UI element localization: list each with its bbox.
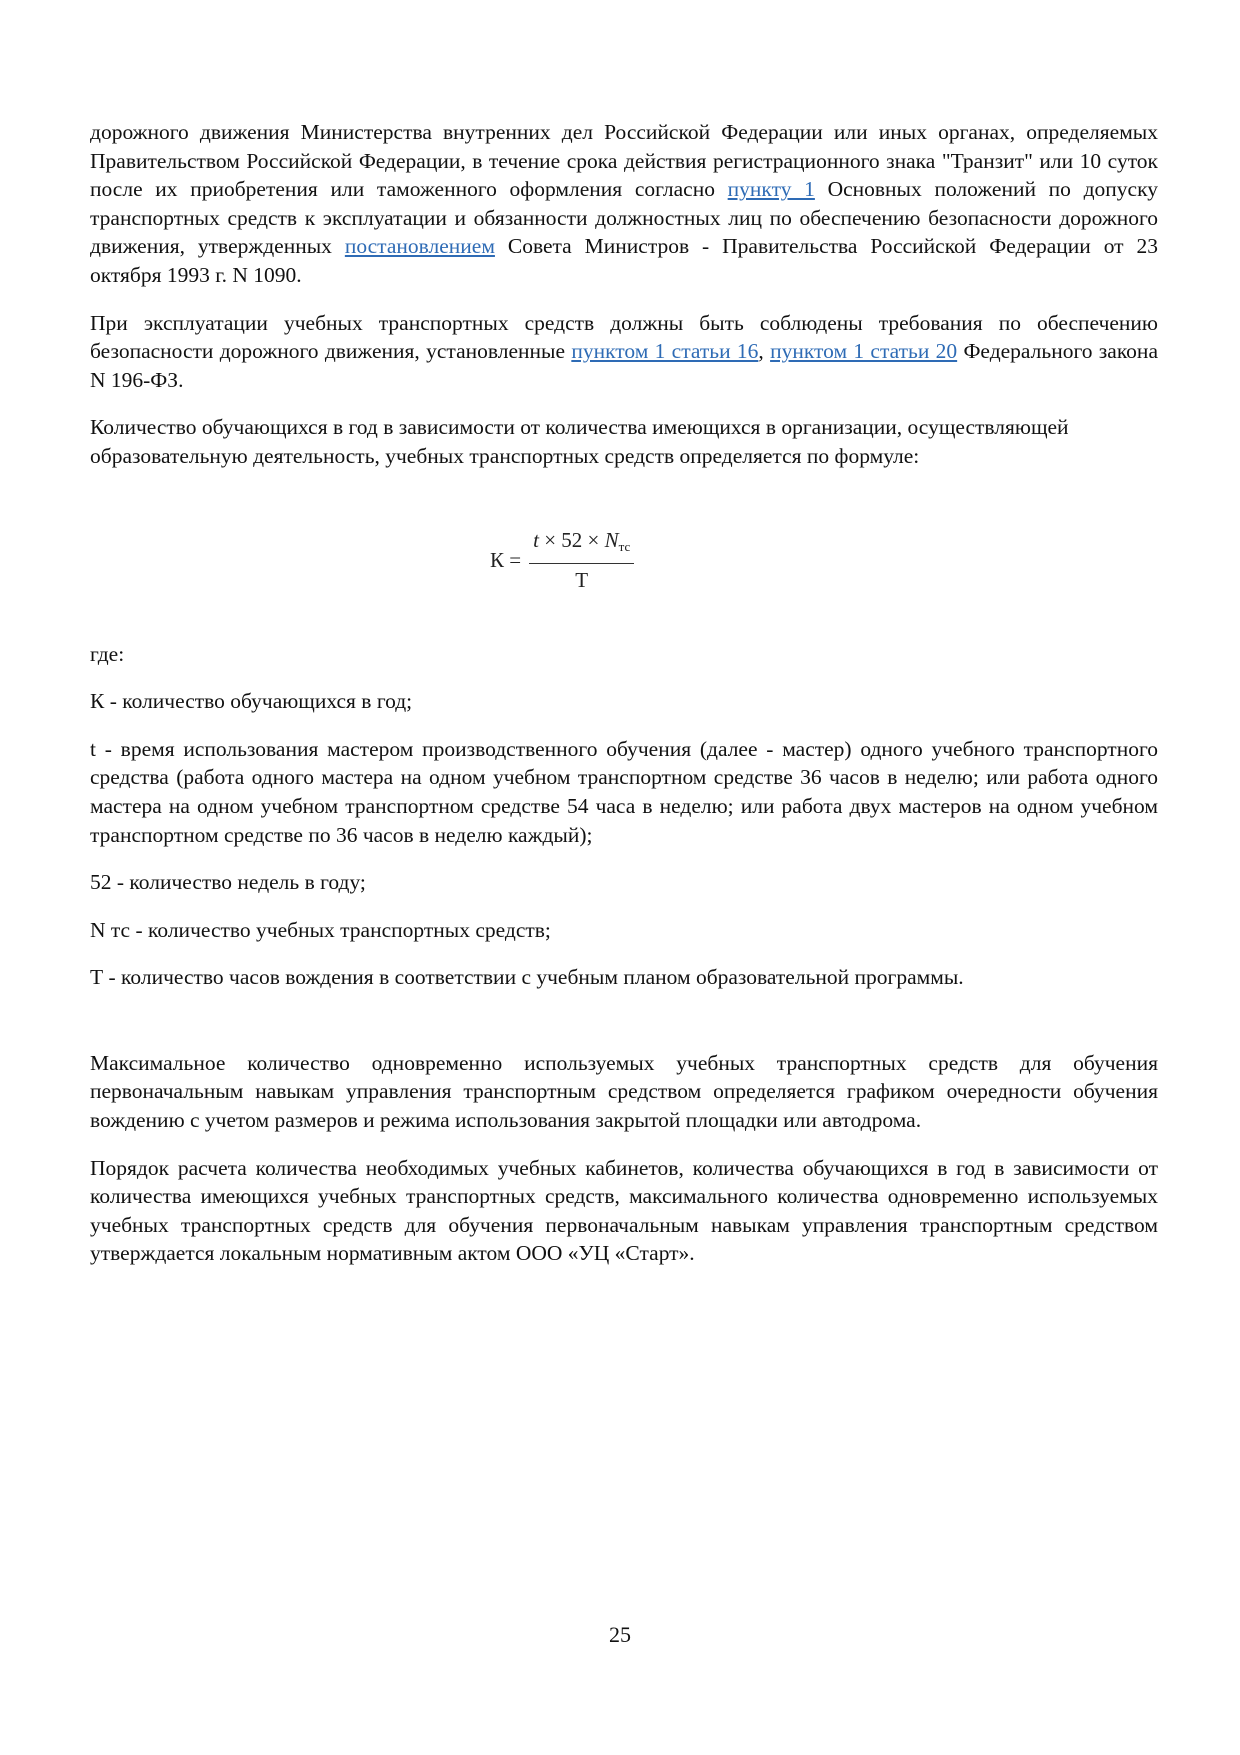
formula [490,526,634,595]
definition-52: 52 - количество недель в году; [90,870,366,895]
link-article-16[interactable]: пунктом 1 статьи 16 [571,339,759,364]
link-punkt-1[interactable]: пункту 1 [727,177,815,202]
paragraph-calculation-order: Порядок расчета количества необходимых учебных кабинетов, количества обучающихся в год в зависимости от количества имеющихся учебных транспортных средств, максимального количества одновременно используемых учебных транспортных средств для обучения первоначальным навыкам управления транспортным средством утверждается локальным нормативным актом ООО «УЦ «Старт». [90,1155,1158,1266]
link-article-20[interactable]: пунктом 1 статьи 20 [770,339,958,364]
spacer [90,1011,1158,1049]
definition-k: К - количество обучающихся в год; [90,689,413,714]
definition-n-tc: N тс - количество учебных транспортных средств; [90,917,551,942]
definition-big-t: Т - количество часов вождения в соответствии с учебным планом образовательной программы. [90,965,964,990]
link-postanovlenie[interactable]: постановлением [344,234,495,259]
paragraph-formula-intro: Количество обучающихся в год в зависимости от количества имеющихся в организации, осуществляющей образовательную деятельность, учебных транспортных средств определяется по формуле: [90,415,1069,468]
definition-t: t - время использования мастером производственного обучения (далее - мастер) одного учебного транспортного средства (работа одного мастера на одном учебном транспортном средстве 36 часов в неделю; или работа одного мастера на одном учебном транспортном средстве 54 часа в неделю; или работа двух мастеров на одном учебном транспортном средстве по 36 часов в неделю каждый); [90,736,1158,847]
paragraph-registration: дорожного движения Министерства внутренних дел Российской Федерации или иных органах, определяемых Правительством Российской Федерации, в течение срока действия регистрационного знака "Транзит" или 10 суток после их приобретения или таможенного оформления согласно пункту 1 Основных положений по допуску транспортных средств к эксплуатации и обязанности должностных лиц по обеспечению безопасности дорожного движения, утвержденных постановлением Совета Министров - Правительства Российской Федерации от 23 октября 1993 г. N 1090. [90,120,1158,287]
paragraph-safety-requirements: При эксплуатации учебных транспортных средств должны быть соблюдены требования по обеспечению безопасности дорожного движения, установленные пунктом 1 статьи 16, пунктом 1 статьи 20 Федерального закона N 196-ФЗ. [90,310,1158,392]
page-number: 25 [609,1622,631,1647]
paragraph-max-vehicles: Максимальное количество одновременно используемых учебных транспортных средств для обучения первоначальным навыкам управления транспортным средством определяется графиком очередности обучения вождению с учетом размеров и режима использования закрытой площадки или автодрома. [90,1050,1158,1133]
formula-numerator: $t \times 52 \times N_{тс}$ [529,526,634,565]
where-label: где: [90,641,125,666]
document-page [90,118,1158,1287]
formula-denominator: Т [575,568,589,593]
formula-fraction [529,526,634,595]
formula-block [90,490,1158,630]
formula-lhs: К = [490,547,522,572]
